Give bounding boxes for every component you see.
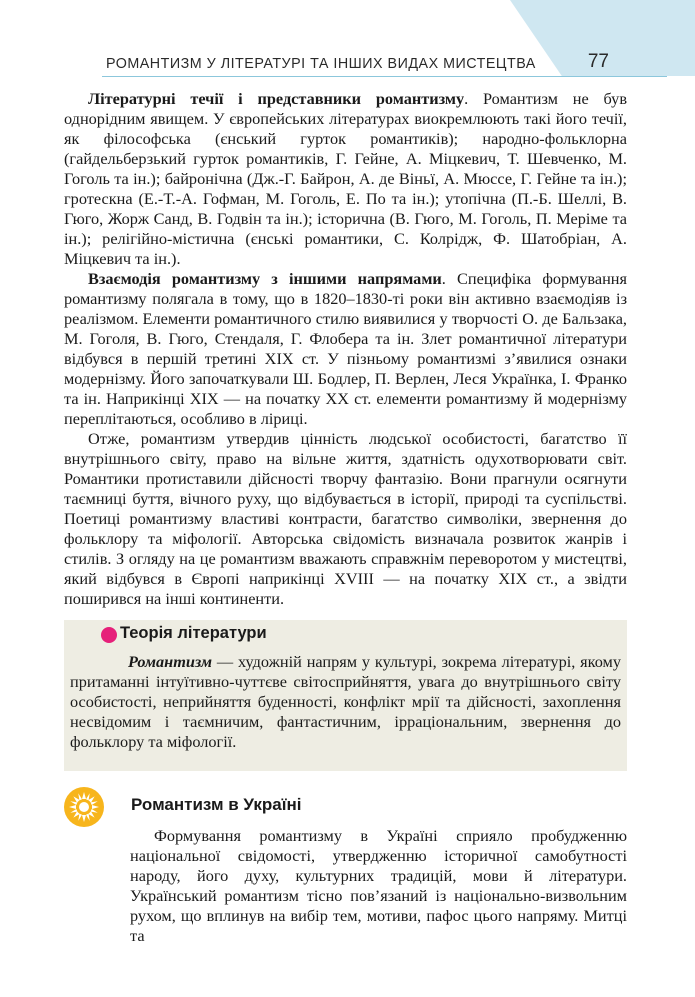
paragraph-interaction bbox=[64, 269, 627, 429]
theory-definition bbox=[70, 652, 621, 752]
section-title: Романтизм в Україні bbox=[131, 795, 302, 814]
section-text bbox=[130, 826, 627, 946]
definition-paragraph bbox=[70, 652, 621, 752]
paragraph-body: Отже, романтизм утвердив цінність людської особистості, багатство її внутрішнього світу, право на вільне життя, здатність одухотворювати світ. Романтики протиставили дійсності творчу фантазію. Вони прагнули осягнути таємниці буття, вічного руху, що відбувається в історії, природі та суспільстві. Поетиці романтизму властиві контрасти, багатство символіки, звернення до фольклору та міфології. Авторська свідомість визначала розвиток жанрів і стилів. З огляду на це романтизм вважають справжнім переворотом у мистецтві, який відбувся в Європі наприкінці XVIII — на початку XIX ст., а звідти поширився на інші континенти. bbox=[64, 429, 627, 608]
definition-term: Романтизм bbox=[128, 652, 213, 671]
section-paragraph: Формування романтизму в Україні сприяло пробудженню національної свідомості, утвердженню історичної самобутності народу, його духу, культурних традицій, мови й літератури. Український романтизм тісно пов’язаний із національно-визвольним рухом, що вплинув на вибір тем, мотиви, пафос цього напряму. Митці та bbox=[130, 826, 627, 945]
paragraph-conclusion bbox=[64, 429, 627, 609]
paragraph-currents bbox=[64, 89, 627, 269]
page-number: 77 bbox=[587, 51, 609, 72]
theory-heading bbox=[102, 624, 267, 643]
page-header bbox=[102, 48, 667, 77]
running-title: РОМАНТИЗМ У ЛІТЕРАТУРІ ТА ІНШИХ ВИДАХ МИСТЕЦТВА bbox=[106, 56, 536, 72]
definition-term-wrap bbox=[128, 652, 212, 671]
theory-heading-text: Теорія літератури bbox=[120, 624, 267, 642]
paragraph-body: . Романтизм не був однорідним явищем. У європейських літературах виокремлюють такі його течії, як філософська (єнський гурток романтиків); народно-фольклорна (гайдельберзький гурток романтиків, Г. Гейне, А. Міцкевич, Т. Шевченко, М. Гоголь та ін.); байронічна (Дж.-Г. Байрон, А. де Віньї, А. Мюссе, Г. Гейне та ін.); гротескна (Е.-Т.-А. Гофман, М. Гоголь, Е. По та ін.); утопічна (П.-Б. Шеллі, В. Гюго, Жорж Санд, В. Годвін та ін.); історична (В. Гюго, М. Гоголь, П. Меріме та ін.); релігійно-містична (єнські романтики, С. Колрідж, Ф. Шатобріан, А. Міцкевич та ін.). bbox=[64, 89, 628, 268]
paragraph-lead: Літературні течії і представники романтизму bbox=[88, 89, 465, 108]
definition-text: — художній напрям у культурі, зокрема літературі, якому притаманні інтуїтивно-чуттєве світосприйняття, увага до внутрішнього світу особистості, неприйняття буденності, конфлікт мрії та дійсності, захоплення несвідомим і таємничим, фантастичним, ірраціональним, звернення до фольклору та міфології. bbox=[70, 652, 621, 751]
paragraph-body: . Специфіка формування романтизму полягала в тому, що в 1820–1830-ті роки він активно взаємодіяв із реалізмом. Елементи романтичного стилю виявилися у творчості О. де Бальзака, М. Гоголя, В. Гюго, Стендаля, Г. Флобера та ін. Злет романтичної літератури відбувся в першій третині XIX ст. У пізньому романтизмі з’явилися ознаки модернізму. Його започаткували Ш. Бодлер, П. Верлен, Леся Українка, І. Франко та ін. Наприкінці XIX — на початку XX ст. елементи романтизму й модернізму переплітаються, особливо в ліриці. bbox=[64, 269, 627, 428]
paragraph-lead: Взаємодія романтизму з іншими напрямами bbox=[88, 269, 442, 288]
main-text bbox=[64, 89, 627, 609]
theory-box bbox=[64, 620, 627, 771]
sun-icon bbox=[63, 786, 105, 828]
